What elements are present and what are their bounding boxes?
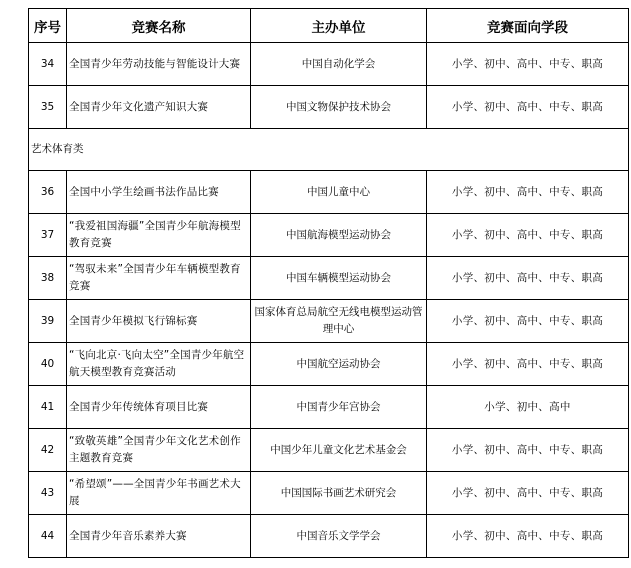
row-name: 全国青少年文化遗产知识大赛 — [67, 86, 251, 129]
table-row — [29, 257, 629, 300]
row-index: 37 — [29, 214, 67, 257]
table-body — [29, 43, 629, 558]
section-row — [29, 129, 629, 171]
row-organizer: 中国航海模型运动协会 — [251, 214, 427, 257]
header-index: 序号 — [29, 9, 67, 43]
row-organizer: 中国音乐文学学会 — [251, 515, 427, 558]
row-index: 42 — [29, 429, 67, 472]
table-row — [29, 472, 629, 515]
row-stages: 小学、初中、高中、中专、职高 — [427, 214, 629, 257]
row-index: 34 — [29, 43, 67, 86]
row-stages: 小学、初中、高中、中专、职高 — [427, 472, 629, 515]
row-name: “飞向北京·飞向太空”全国青少年航空航天模型教育竞赛活动 — [67, 343, 251, 386]
table-row — [29, 343, 629, 386]
row-index: 36 — [29, 171, 67, 214]
row-name: “我爱祖国海疆”全国青少年航海模型教育竞赛 — [67, 214, 251, 257]
row-organizer: 国家体育总局航空无线电模型运动管理中心 — [251, 300, 427, 343]
row-organizer: 中国青少年宫协会 — [251, 386, 427, 429]
row-stages: 小学、初中、高中、中专、职高 — [427, 343, 629, 386]
section-label: 艺术体育类 — [29, 129, 629, 171]
row-organizer: 中国文物保护技术协会 — [251, 86, 427, 129]
competition-table — [28, 8, 629, 558]
row-index: 40 — [29, 343, 67, 386]
row-index: 41 — [29, 386, 67, 429]
row-index: 44 — [29, 515, 67, 558]
table-row — [29, 300, 629, 343]
row-index: 38 — [29, 257, 67, 300]
row-stages: 小学、初中、高中、中专、职高 — [427, 429, 629, 472]
header-stages: 竞赛面向学段 — [427, 9, 629, 43]
row-name: 全国青少年劳动技能与智能设计大赛 — [67, 43, 251, 86]
row-name: “致敬英雄”全国青少年文化艺术创作主题教育竞赛 — [67, 429, 251, 472]
header-organizer: 主办单位 — [251, 9, 427, 43]
table-row — [29, 86, 629, 129]
row-stages: 小学、初中、高中、中专、职高 — [427, 515, 629, 558]
table-row — [29, 386, 629, 429]
table-header-row — [29, 9, 629, 43]
row-organizer: 中国自动化学会 — [251, 43, 427, 86]
row-organizer: 中国航空运动协会 — [251, 343, 427, 386]
header-name: 竞赛名称 — [67, 9, 251, 43]
row-stages: 小学、初中、高中、中专、职高 — [427, 257, 629, 300]
row-stages: 小学、初中、高中、中专、职高 — [427, 86, 629, 129]
table-row — [29, 214, 629, 257]
row-index: 39 — [29, 300, 67, 343]
table-row — [29, 515, 629, 558]
row-stages: 小学、初中、高中、中专、职高 — [427, 43, 629, 86]
row-organizer: 中国车辆模型运动协会 — [251, 257, 427, 300]
row-name: 全国中小学生绘画书法作品比赛 — [67, 171, 251, 214]
row-name: “驾驭未来”全国青少年车辆模型教育竞赛 — [67, 257, 251, 300]
table-row — [29, 429, 629, 472]
row-organizer: 中国国际书画艺术研究会 — [251, 472, 427, 515]
row-index: 43 — [29, 472, 67, 515]
row-organizer: 中国儿童中心 — [251, 171, 427, 214]
row-name: 全国青少年音乐素养大赛 — [67, 515, 251, 558]
row-name: 全国青少年传统体育项目比赛 — [67, 386, 251, 429]
table-row — [29, 171, 629, 214]
row-stages: 小学、初中、高中 — [427, 386, 629, 429]
row-stages: 小学、初中、高中、中专、职高 — [427, 300, 629, 343]
row-organizer: 中国少年儿童文化艺术基金会 — [251, 429, 427, 472]
row-name: “希望颂”——全国青少年书画艺术大展 — [67, 472, 251, 515]
table-row — [29, 43, 629, 86]
row-name: 全国青少年模拟飞行锦标赛 — [67, 300, 251, 343]
document-page — [28, 8, 628, 558]
row-stages: 小学、初中、高中、中专、职高 — [427, 171, 629, 214]
row-index: 35 — [29, 86, 67, 129]
